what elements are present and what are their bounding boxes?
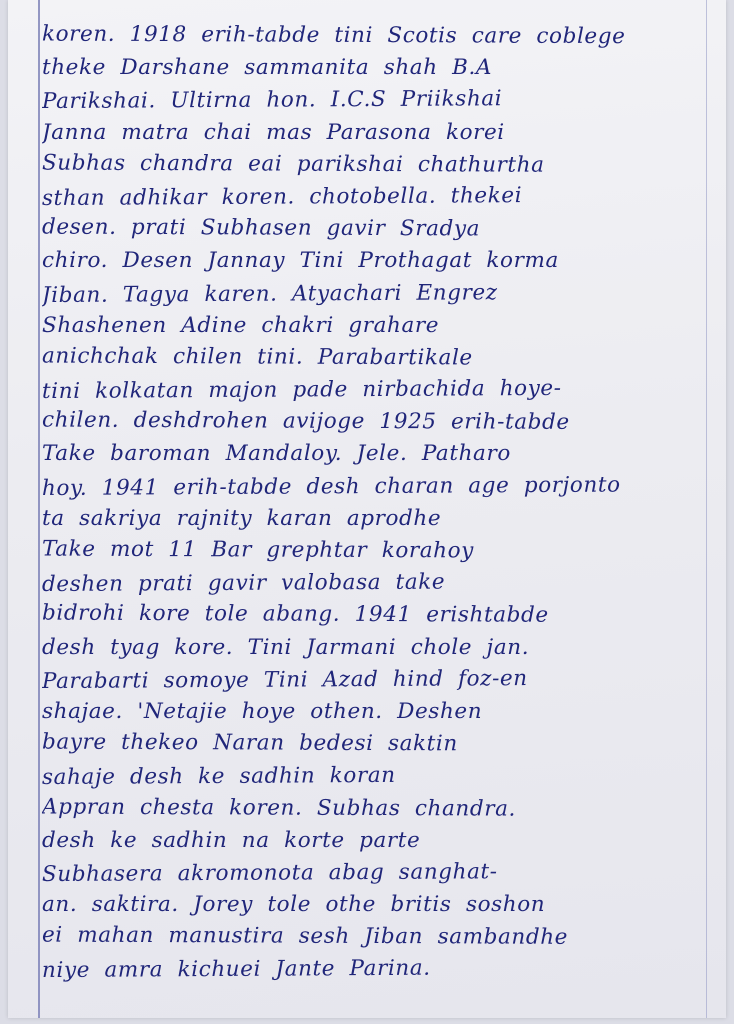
text-line: anichchak chilen tini. Parabartikale	[41, 343, 473, 371]
text-line: Parikshai. Ultirna hon. I.C.S Priikshai	[41, 86, 503, 115]
text-line: chiro. Desen Jannay Tini Prothagat korma	[42, 248, 559, 274]
text-line: Take mot 11 Bar grephtar korahoy	[41, 536, 475, 564]
text-line: ta sakriya rajnity karan aprodhe	[42, 505, 442, 531]
text-line: deshen prati gavir valobasa take	[41, 569, 446, 598]
text-line: Subhasera akromonota abag sanghat-	[41, 859, 498, 887]
text-line: niye amra kichuei Jante Parina.	[41, 956, 431, 984]
text-line: bayre thekeo Naran bedesi saktin	[41, 729, 458, 757]
text-line: Janna matra chai mas Parasona korei	[42, 119, 505, 145]
text-line: desh ke sadhin na korte parte	[42, 827, 421, 853]
text-line: Subhas chandra eai parikshai chathurtha	[41, 150, 545, 178]
text-line: shajae. 'Netajie hoye othen. Deshen	[42, 698, 483, 724]
text-line: Shashenen Adine chakri grahare	[42, 312, 440, 338]
text-line: ei mahan manustira sesh Jiban sambandhe	[41, 922, 569, 951]
margin-rule	[38, 0, 40, 1018]
text-line: sahaje desh ke sadhin koran	[41, 763, 396, 791]
text-line: koren. 1918 erih-tabde tini Scotis care coblege	[41, 21, 626, 50]
text-line: Appran chesta koren. Subhas chandra.	[41, 794, 517, 822]
text-line: sthan adhikar koren. chotobella. thekei	[41, 183, 523, 211]
text-line: chilen. deshdrohen avijoge 1925 erih-tabde	[41, 407, 570, 436]
text-line: theke Darshane sammanita shah B.A	[42, 55, 493, 81]
text-line: Jiban. Tagya karen. Atyachari Engrez	[41, 279, 498, 308]
text-line: desen. prati Subhasen gavir Sradya	[41, 214, 481, 242]
handwritten-text	[42, 20, 714, 986]
text-line: hoy. 1941 erih-tabde desh charan age porjonto	[41, 472, 621, 501]
text-line: an. saktira. Jorey tole othe britis soshon	[42, 892, 546, 918]
text-line: desh tyag kore. Tini Jarmani chole jan.	[42, 634, 530, 660]
text-line: Parabarti somoye Tini Azad hind foz-en	[41, 665, 528, 694]
text-line: Take baroman Mandaloy. Jele. Patharo	[42, 441, 511, 467]
text-line: tini kolkatan majon pade nirbachida hoye-	[41, 375, 562, 405]
notebook-page	[8, 0, 726, 1018]
text-line: bidrohi kore tole abang. 1941 erishtabde	[41, 600, 549, 629]
